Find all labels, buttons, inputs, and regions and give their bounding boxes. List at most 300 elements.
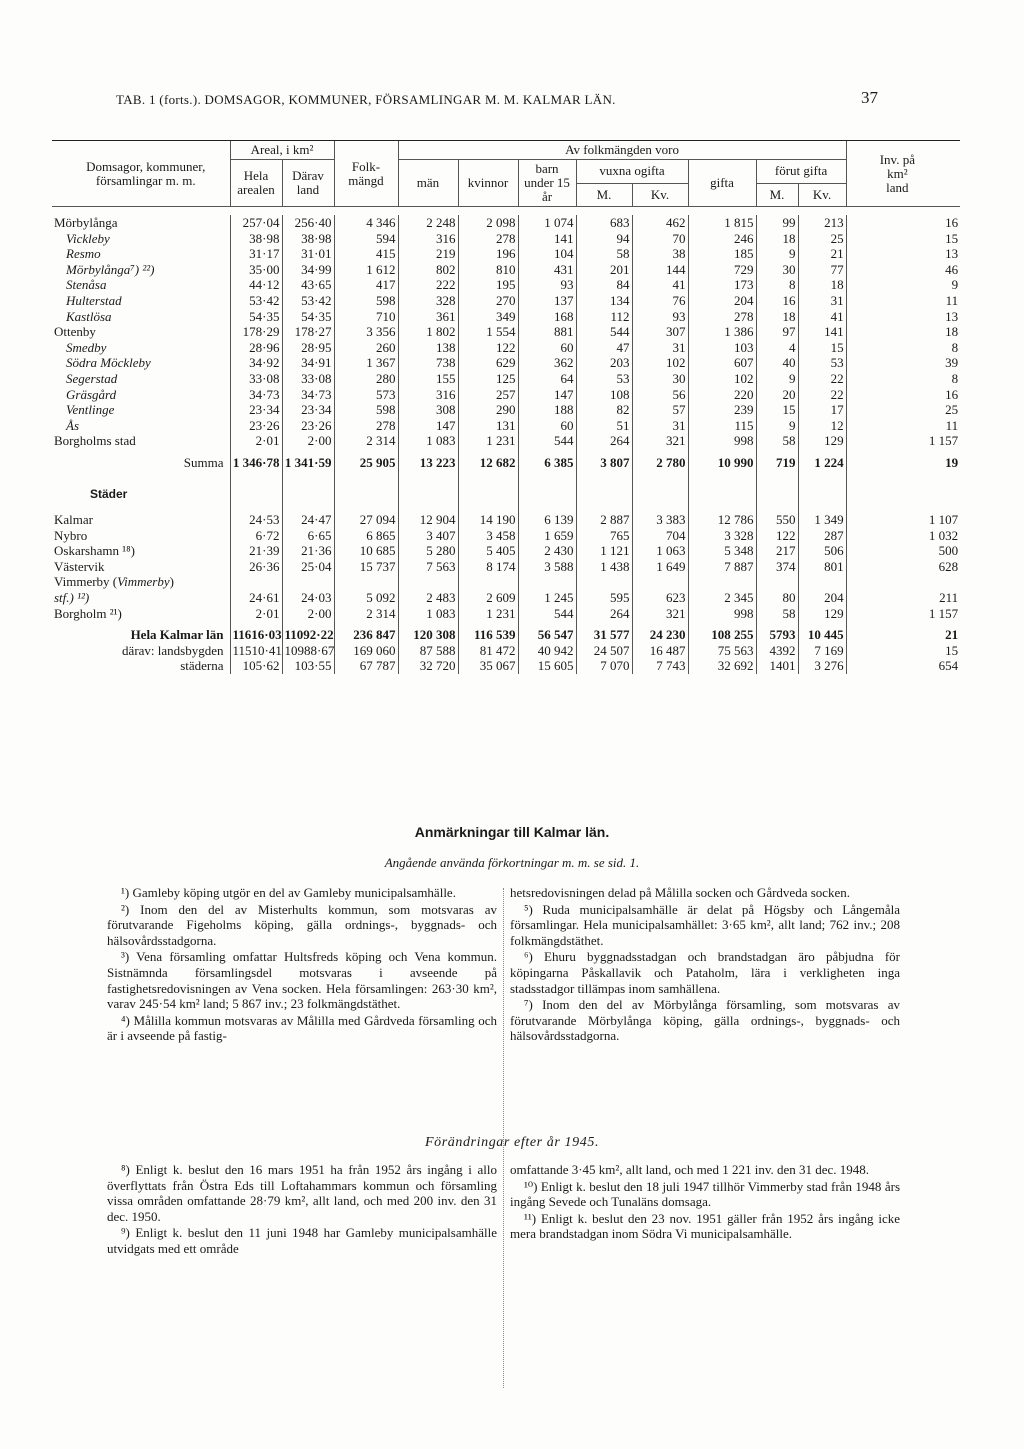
row-label: Kalmar <box>54 512 93 528</box>
empty-cell <box>518 477 576 513</box>
empty-cell <box>398 574 458 590</box>
cell-land: 34·99 <box>282 262 334 278</box>
header-folk: Folk-mängd <box>334 141 398 207</box>
cell-kv: 3 458 <box>458 528 518 544</box>
cell-barn: 93 <box>518 277 576 293</box>
cell-folk: 1 367 <box>334 355 398 371</box>
cell-vm: 53 <box>576 371 632 387</box>
cell-kv: 196 <box>458 246 518 262</box>
cell-vm: 544 <box>576 324 632 340</box>
row-label: Stenåsa <box>66 277 107 293</box>
cell-fm: 1401 <box>756 658 798 674</box>
cell-vm: 7 070 <box>576 658 632 674</box>
cell-hela: 35·00 <box>230 262 282 278</box>
note-3: ³) Vena församling omfattar Hultsfreds köping och Vena kommun. Sistnämnda församlingsdel motsvaras i avseende på fastighetsredovisningen av Vena socken. Hela församlingen: 263·30 km², varav 245·54 km² land; 5 867 inv.; 23 folkmängdstäthet. <box>107 949 497 1012</box>
cell-kv: 278 <box>458 231 518 247</box>
cell-inv: 628 <box>846 559 960 575</box>
cell-vm: 201 <box>576 262 632 278</box>
header-man: män <box>398 160 458 207</box>
cell-hela: 11510·41 <box>230 643 282 659</box>
cell-gifta: 204 <box>688 293 756 309</box>
cell-man: 32 720 <box>398 658 458 674</box>
cell-fk: 10 445 <box>798 621 846 643</box>
empty-cell <box>756 477 798 513</box>
cell-fm: 58 <box>756 606 798 622</box>
cell-inv: 9 <box>846 277 960 293</box>
cell-hela: 24·61 <box>230 590 282 606</box>
cell-folk: 67 787 <box>334 658 398 674</box>
cell-barn: 1 074 <box>518 215 576 231</box>
cell-hela: 53·42 <box>230 293 282 309</box>
cell-hela: 34·73 <box>230 387 282 403</box>
table-row <box>52 512 960 528</box>
cell-man: 138 <box>398 340 458 356</box>
row-label <box>52 574 230 590</box>
row-label: Vickleby <box>66 230 110 246</box>
cell-gifta: 3 328 <box>688 528 756 544</box>
empty-cell <box>230 477 282 513</box>
cell-man: 1 083 <box>398 433 458 449</box>
header-gifta: gifta <box>688 160 756 207</box>
cell-barn: 1 245 <box>518 590 576 606</box>
cell-land: 34·73 <box>282 387 334 403</box>
header-barn: barn under 15 år <box>518 160 576 207</box>
cell-vk: 321 <box>632 433 688 449</box>
cell-fm: 550 <box>756 512 798 528</box>
cell-man: 155 <box>398 371 458 387</box>
empty-cell <box>798 574 846 590</box>
cell-vk: 57 <box>632 402 688 418</box>
empty-cell <box>398 477 458 513</box>
row-label: Oskarshamn ¹⁸) <box>54 543 135 559</box>
cell-vm: 51 <box>576 418 632 434</box>
table-title: TAB. 1 (forts.). DOMSAGOR, KOMMUNER, FÖRSAMLINGAR M. M. KALMAR LÄN. <box>116 92 616 107</box>
cell-man: 2 483 <box>398 590 458 606</box>
cell-barn: 147 <box>518 387 576 403</box>
cell-inv: 654 <box>846 658 960 674</box>
cell-barn: 137 <box>518 293 576 309</box>
totals-row <box>52 621 960 643</box>
header-areal: Areal, i km² <box>230 141 334 160</box>
cell-inv: 18 <box>846 324 960 340</box>
cell-fk: 18 <box>798 277 846 293</box>
cell-land: 10988·67 <box>282 643 334 659</box>
cell-kv: 810 <box>458 262 518 278</box>
cell-folk: 260 <box>334 340 398 356</box>
note-9-cont: omfattande 3·45 km², allt land, och med 1 221 inv. den 31 dec. 1948. <box>510 1162 870 1177</box>
row-label: Smedby <box>66 339 107 355</box>
empty-cell <box>334 477 398 513</box>
empty-cell <box>846 574 960 590</box>
cell-vk: 1 063 <box>632 543 688 559</box>
cell-hela: 26·36 <box>230 559 282 575</box>
cell-fk: 22 <box>798 387 846 403</box>
cell-barn: 60 <box>518 340 576 356</box>
cell-kv: 12 682 <box>458 449 518 477</box>
cell-kv: 125 <box>458 371 518 387</box>
cell-hela: 54·35 <box>230 309 282 325</box>
row-label: Södra Möckleby <box>66 355 151 371</box>
cell-gifta: 10 990 <box>688 449 756 477</box>
cell-hela: 44·12 <box>230 277 282 293</box>
cell-kv: 1 231 <box>458 433 518 449</box>
cell-folk: 278 <box>334 418 398 434</box>
cell-man: 147 <box>398 418 458 434</box>
cell-kv: 131 <box>458 418 518 434</box>
header-vuxna-m: M. <box>576 183 632 207</box>
notes-column-right <box>510 885 900 1045</box>
cell-land: 11092·22 <box>282 621 334 643</box>
cell-man: 7 563 <box>398 559 458 575</box>
cell-kv: 270 <box>458 293 518 309</box>
cell-fm: 8 <box>756 277 798 293</box>
row-label: stf.) ¹²) <box>54 590 90 606</box>
table-row <box>52 246 960 262</box>
table-row <box>52 262 960 278</box>
cell-inv: 11 <box>846 293 960 309</box>
cell-man: 87 588 <box>398 643 458 659</box>
cell-inv: 16 <box>846 387 960 403</box>
cell-fm: 16 <box>756 293 798 309</box>
empty-cell <box>518 574 576 590</box>
cell-vm: 84 <box>576 277 632 293</box>
row-label: därav: landsbygden <box>122 642 224 658</box>
note-9: ⁹) Enligt k. beslut den 11 juni 1948 har Gamleby municipalsamhälle utvidgats med ett område <box>107 1225 497 1256</box>
cell-vk: 56 <box>632 387 688 403</box>
cell-gifta: 220 <box>688 387 756 403</box>
row-label: Mörbylånga⁷) ²²) <box>66 261 155 277</box>
cell-man: 316 <box>398 387 458 403</box>
cell-folk: 415 <box>334 246 398 262</box>
cell-kv: 14 190 <box>458 512 518 528</box>
table-row <box>52 371 960 387</box>
cell-vk: 1 649 <box>632 559 688 575</box>
cell-vk: 623 <box>632 590 688 606</box>
cell-inv: 8 <box>846 371 960 387</box>
empty-cell <box>282 574 334 590</box>
table-row-borgholm <box>52 606 960 622</box>
cell-kv: 116 539 <box>458 621 518 643</box>
empty-cell <box>688 574 756 590</box>
cell-inv: 15 <box>846 231 960 247</box>
cell-hela: 2·01 <box>230 433 282 449</box>
cell-barn: 40 942 <box>518 643 576 659</box>
cell-vk: 31 <box>632 418 688 434</box>
cell-folk: 594 <box>334 231 398 247</box>
section-row <box>52 477 960 513</box>
cell-vm: 264 <box>576 433 632 449</box>
cell-kv: 257 <box>458 387 518 403</box>
empty-cell <box>798 477 846 513</box>
totals-row <box>52 643 960 659</box>
cell-fm: 40 <box>756 355 798 371</box>
cell-vk: 3 383 <box>632 512 688 528</box>
cell-inv: 500 <box>846 543 960 559</box>
cell-inv: 11 <box>846 418 960 434</box>
cell-hela: 23·34 <box>230 402 282 418</box>
header-name: Domsagor, kommuner, församlingar m. m. <box>52 141 230 207</box>
cell-land: 53·42 <box>282 293 334 309</box>
cell-fk: 17 <box>798 402 846 418</box>
cell-inv: 1 157 <box>846 433 960 449</box>
cell-land: 24·03 <box>282 590 334 606</box>
cell-fm: 58 <box>756 433 798 449</box>
cell-folk: 1 612 <box>334 262 398 278</box>
cell-barn: 2 430 <box>518 543 576 559</box>
table-row <box>52 433 960 449</box>
cell-vk: 16 487 <box>632 643 688 659</box>
cell-land: 2·00 <box>282 433 334 449</box>
cell-gifta: 185 <box>688 246 756 262</box>
empty-cell <box>632 574 688 590</box>
empty-cell <box>846 477 960 513</box>
cell-vk: 76 <box>632 293 688 309</box>
row-label: Segerstad <box>66 370 118 386</box>
cell-folk: 598 <box>334 293 398 309</box>
cell-fm: 5793 <box>756 621 798 643</box>
cell-land: 38·98 <box>282 231 334 247</box>
note-4: ⁴) Målilla kommun motsvaras av Målilla med Gårdveda församling och är i avseende på fastig- <box>107 1012 497 1044</box>
cell-inv: 46 <box>846 262 960 278</box>
cell-land: 43·65 <box>282 277 334 293</box>
cell-gifta: 7 887 <box>688 559 756 575</box>
table-row <box>52 215 960 231</box>
changes-column-left <box>107 1162 497 1258</box>
cell-vm: 264 <box>576 606 632 622</box>
table-row <box>52 528 960 544</box>
cell-barn: 881 <box>518 324 576 340</box>
cell-hela: 2·01 <box>230 606 282 622</box>
row-label: Ottenby <box>54 324 96 340</box>
cell-man: 219 <box>398 246 458 262</box>
cell-vk: 30 <box>632 371 688 387</box>
cell-gifta: 278 <box>688 309 756 325</box>
page-number: 37 <box>861 88 878 107</box>
cell-vm: 24 507 <box>576 643 632 659</box>
cell-vm: 82 <box>576 402 632 418</box>
notes-column-left <box>107 885 497 1045</box>
empty-cell <box>230 574 282 590</box>
cell-gifta: 115 <box>688 418 756 434</box>
cell-barn: 544 <box>518 433 576 449</box>
cell-hela: 257·04 <box>230 215 282 231</box>
notes-subtitle: Angående använda förkortningar m. m. se sid. 1. <box>384 855 640 870</box>
cell-vk: 70 <box>632 231 688 247</box>
cell-kv: 2 098 <box>458 215 518 231</box>
cell-man: 316 <box>398 231 458 247</box>
cell-vm: 134 <box>576 293 632 309</box>
cell-inv: 211 <box>846 590 960 606</box>
cell-barn: 6 139 <box>518 512 576 528</box>
header-vuxna-ogifta: vuxna ogifta <box>576 160 688 184</box>
cell-hela: 33·08 <box>230 371 282 387</box>
cell-man: 802 <box>398 262 458 278</box>
row-label: Summa <box>183 454 224 470</box>
cell-barn: 56 547 <box>518 621 576 643</box>
cell-vm: 47 <box>576 340 632 356</box>
cell-folk: 27 094 <box>334 512 398 528</box>
cell-folk: 25 905 <box>334 449 398 477</box>
cell-gifta: 5 348 <box>688 543 756 559</box>
cell-man: 328 <box>398 293 458 309</box>
cell-fm: 9 <box>756 371 798 387</box>
header-forut-kv: Kv. <box>798 183 846 207</box>
cell-inv: 1 107 <box>846 512 960 528</box>
cell-fk: 22 <box>798 371 846 387</box>
cell-inv: 8 <box>846 340 960 356</box>
header-inv: Inv. på km² land <box>846 141 960 207</box>
cell-kv: 81 472 <box>458 643 518 659</box>
cell-folk: 236 847 <box>334 621 398 643</box>
header-av-folk: Av folkmängden voro <box>398 141 846 160</box>
cell-folk: 15 737 <box>334 559 398 575</box>
header-forut-gifta: förut gifta <box>756 160 846 184</box>
cell-gifta: 607 <box>688 355 756 371</box>
cell-fm: 99 <box>756 215 798 231</box>
cell-gifta: 1 386 <box>688 324 756 340</box>
cell-kv: 349 <box>458 309 518 325</box>
cell-man: 5 280 <box>398 543 458 559</box>
cell-land: 23·34 <box>282 402 334 418</box>
cell-gifta: 1 815 <box>688 215 756 231</box>
cell-vm: 765 <box>576 528 632 544</box>
cell-fk: 204 <box>798 590 846 606</box>
cell-vm: 2 887 <box>576 512 632 528</box>
table-row <box>52 559 960 575</box>
row-label: Mörbylånga <box>54 215 118 230</box>
cell-fm: 18 <box>756 231 798 247</box>
table-row <box>52 340 960 356</box>
cell-barn: 544 <box>518 606 576 622</box>
cell-fk: 12 <box>798 418 846 434</box>
cell-land: 33·08 <box>282 371 334 387</box>
cell-vk: 41 <box>632 277 688 293</box>
table-row <box>52 324 960 340</box>
cell-kv: 122 <box>458 340 518 356</box>
cell-kv: 195 <box>458 277 518 293</box>
table-row <box>52 309 960 325</box>
cell-land: 256·40 <box>282 215 334 231</box>
cell-barn: 104 <box>518 246 576 262</box>
cell-folk: 573 <box>334 387 398 403</box>
cell-fk: 7 169 <box>798 643 846 659</box>
cell-vk: 321 <box>632 606 688 622</box>
empty-cell <box>576 477 632 513</box>
cell-vm: 3 807 <box>576 449 632 477</box>
cell-fm: 4 <box>756 340 798 356</box>
cell-fk: 213 <box>798 215 846 231</box>
cell-fk: 801 <box>798 559 846 575</box>
header-vuxna-kv: Kv. <box>632 183 688 207</box>
cell-barn: 431 <box>518 262 576 278</box>
cell-vm: 58 <box>576 246 632 262</box>
cell-folk: 169 060 <box>334 643 398 659</box>
cell-barn: 362 <box>518 355 576 371</box>
cell-inv: 13 <box>846 246 960 262</box>
cell-folk: 417 <box>334 277 398 293</box>
cell-hela: 11616·03 <box>230 621 282 643</box>
cell-fm: 18 <box>756 309 798 325</box>
cell-fk: 25 <box>798 231 846 247</box>
cell-land: 1 341·59 <box>282 449 334 477</box>
cell-land: 34·91 <box>282 355 334 371</box>
table-row <box>52 293 960 309</box>
cell-hela: 178·29 <box>230 324 282 340</box>
cell-land: 21·36 <box>282 543 334 559</box>
note-6: ⁶) Ehuru byggnadsstadgan och brandstadgan äro påbjudna för köpingarna Påskallavik och Pataholm, lära i verkligheten inga stadsstadgor tillämpas inom samhällena. <box>510 949 900 996</box>
cell-folk: 4 346 <box>334 215 398 231</box>
cell-barn: 6 385 <box>518 449 576 477</box>
cell-inv: 1 157 <box>846 606 960 622</box>
row-label: Gräsgård <box>66 386 117 402</box>
cell-inv: 25 <box>846 402 960 418</box>
cell-hela: 6·72 <box>230 528 282 544</box>
row-label: Borgholm ²¹) <box>54 605 122 621</box>
cell-barn: 15 605 <box>518 658 576 674</box>
cell-kv: 8 174 <box>458 559 518 575</box>
page-header <box>108 88 898 116</box>
cell-fk: 21 <box>798 246 846 262</box>
cell-inv: 21 <box>846 621 960 643</box>
cell-hela: 28·96 <box>230 340 282 356</box>
empty-cell <box>334 574 398 590</box>
changes-title: Förändringar efter år 1945. <box>424 1135 600 1150</box>
cell-vk: 307 <box>632 324 688 340</box>
totals-row <box>52 658 960 674</box>
note-2: ²) Inom den del av Misterhults kommun, som motsvaras av förutvarande Figeholms köping, gälla ordnings-, byggnads- och hälsovårdsstadgorna. <box>107 901 497 948</box>
population-table <box>52 140 960 674</box>
cell-gifta: 32 692 <box>688 658 756 674</box>
cell-hela: 23·26 <box>230 418 282 434</box>
cell-man: 1 083 <box>398 606 458 622</box>
cell-hela: 38·98 <box>230 231 282 247</box>
cell-fm: 9 <box>756 418 798 434</box>
cell-vk: 31 <box>632 340 688 356</box>
cell-land: 24·47 <box>282 512 334 528</box>
cell-kv: 5 405 <box>458 543 518 559</box>
cell-barn: 60 <box>518 418 576 434</box>
row-label: Hela Kalmar län <box>130 627 224 643</box>
changes-column-right <box>510 1162 900 1243</box>
cell-land: 2·00 <box>282 606 334 622</box>
header-kvinnor: kvinnor <box>458 160 518 207</box>
cell-land: 23·26 <box>282 418 334 434</box>
cell-gifta: 108 255 <box>688 621 756 643</box>
header-hela: Hela arealen <box>230 160 282 207</box>
cell-man: 361 <box>398 309 458 325</box>
cell-barn: 188 <box>518 402 576 418</box>
cell-land: 54·35 <box>282 309 334 325</box>
cell-fm: 9 <box>756 246 798 262</box>
cell-man: 308 <box>398 402 458 418</box>
cell-folk: 2 314 <box>334 433 398 449</box>
vimmerby-label-italic: Vimmerby <box>117 574 170 590</box>
cell-hela: 24·53 <box>230 512 282 528</box>
cell-fk: 141 <box>798 324 846 340</box>
cell-fk: 15 <box>798 340 846 356</box>
cell-fm: 80 <box>756 590 798 606</box>
note-1: ¹) Gamleby köping utgör en del av Gamleby municipalsamhälle. <box>121 885 456 900</box>
cell-gifta: 239 <box>688 402 756 418</box>
cell-land: 31·01 <box>282 246 334 262</box>
cell-fk: 77 <box>798 262 846 278</box>
row-label: Ventlinge <box>66 402 115 418</box>
cell-inv: 39 <box>846 355 960 371</box>
cell-barn: 168 <box>518 309 576 325</box>
cell-gifta: 173 <box>688 277 756 293</box>
cell-man: 2 248 <box>398 215 458 231</box>
cell-fm: 15 <box>756 402 798 418</box>
